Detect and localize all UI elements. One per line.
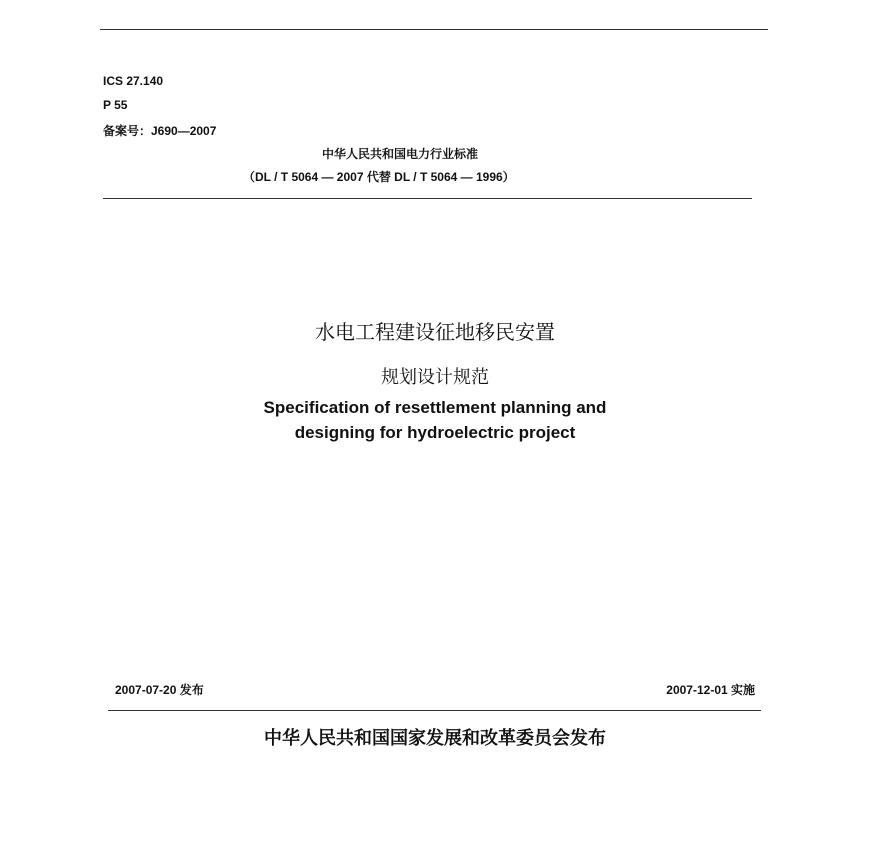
- title-cn-line2: 规划设计规范: [381, 367, 489, 387]
- effective-date: 2007-12-01 实施: [666, 683, 755, 697]
- top-rule: [100, 29, 768, 30]
- record-number: 备案号：J690—2007: [103, 124, 217, 138]
- header-rule: [103, 198, 752, 199]
- publisher: 中华人民共和国国家发展和改革委员会发布: [264, 728, 606, 748]
- title-en-line1: Specification of resettlement planning and: [263, 398, 607, 417]
- standard-code: （DL / T 5064 — 2007 代替 DL / T 5064 — 1996）: [243, 170, 515, 184]
- p-code: P 55: [103, 98, 128, 112]
- ics-code: ICS 27.140: [103, 74, 164, 88]
- title-cn-line1: 水电工程建设征地移民安置: [315, 322, 555, 344]
- footer-rule: [108, 710, 761, 711]
- title-en-line2: designing for hydroelectric project: [294, 423, 576, 442]
- standard-body: 中华人民共和国电力行业标准: [322, 147, 479, 161]
- issue-date: 2007-07-20 发布: [115, 683, 204, 697]
